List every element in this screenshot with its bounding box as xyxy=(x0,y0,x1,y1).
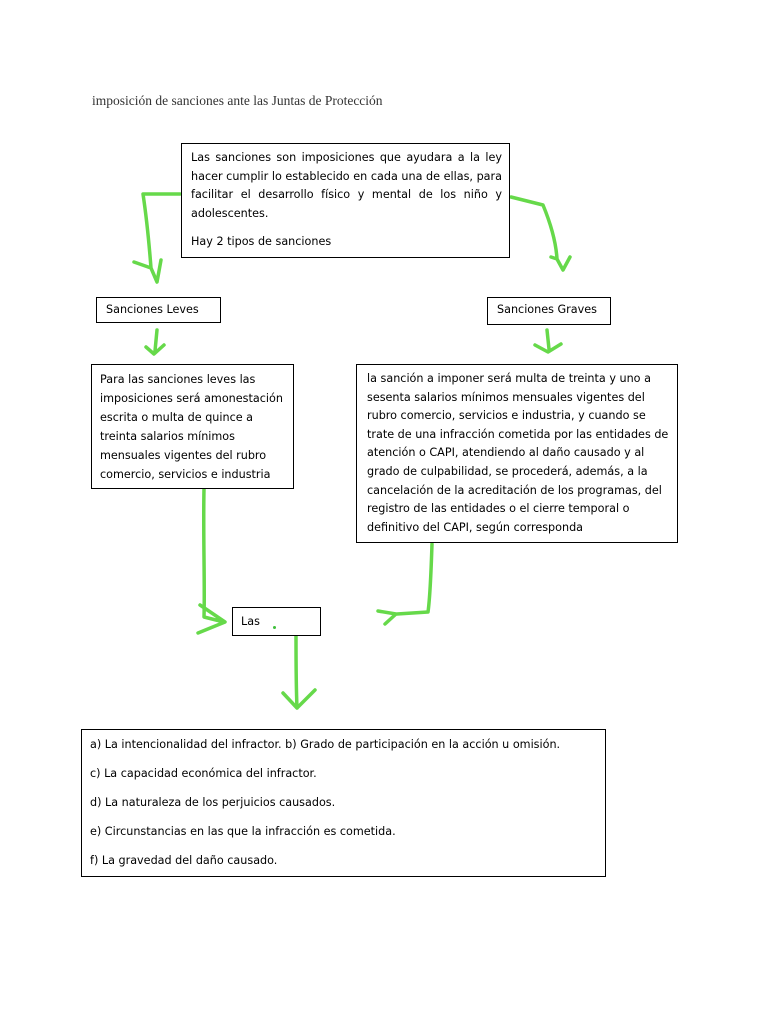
sanciones-leves-title: Sanciones Leves xyxy=(106,303,199,316)
criteria-item: d) La naturaleza de los perjuicios causados. xyxy=(90,795,336,809)
arrow-las-to-criteria xyxy=(283,636,315,708)
sanciones-graves-description-box xyxy=(356,364,678,543)
intro-types-text: Hay 2 tipos de sanciones xyxy=(191,234,332,248)
criteria-item: a) La intencionalidad del infractor. b) Grado de participación en la acción u omisión. xyxy=(90,738,561,751)
arrow-leves-desc-to-las xyxy=(198,489,225,633)
sanciones-graves-description: la sanción a imponer será multa de treinta y uno a sesenta salarios mínimos mensuales vigentes del rubro comercio, servicios e industria, y cuando se trate de una infracción cometida por las entidades de atención o CAPI, atendiendo al daño causado y al grado de culpabilidad, se procederá, además, a la cancelación de la acreditación de los programas, del registro de las entidades o el cierre temporal o definitivo del CAPI, según corresponda xyxy=(367,372,669,534)
intro-box xyxy=(181,143,510,258)
criteria-box xyxy=(81,729,606,877)
criteria-item: e) Circunstancias en las que la infracción es cometida. xyxy=(90,824,396,838)
page-title: imposición de sanciones ante las Juntas de Protección xyxy=(92,93,383,108)
arrow-leves-to-desc xyxy=(146,330,164,354)
sanciones-leves-description-box xyxy=(91,364,294,489)
arrow-intro-to-leves xyxy=(134,194,180,282)
sanciones-graves-box xyxy=(487,297,611,325)
arrow-intro-to-graves xyxy=(511,197,570,270)
las-label: Las xyxy=(241,615,260,628)
arrow-graves-to-desc xyxy=(535,330,561,352)
criteria-item: f) La gravedad del daño causado. xyxy=(90,853,278,867)
intro-text: Las sanciones son imposiciones que ayudara a la ley hacer cumplir lo establecido en cada una de ellas, para facilitar el desarrollo físico y mental de los niño y adolescentes. xyxy=(191,151,502,221)
sanciones-leves-description: Para las sanciones leves las imposiciones será amonestación escrita o multa de quince a treinta salarios mínimos mensuales vigentes del rubro comercio, servicios e industria xyxy=(100,373,283,481)
arrow-graves-desc-to-las xyxy=(378,544,432,624)
las-box xyxy=(232,607,321,636)
green-dot-mark xyxy=(273,626,276,629)
criteria-item: c) La capacidad económica del infractor. xyxy=(90,766,317,780)
sanciones-leves-box xyxy=(96,297,221,323)
sanciones-graves-title: Sanciones Graves xyxy=(497,303,597,316)
